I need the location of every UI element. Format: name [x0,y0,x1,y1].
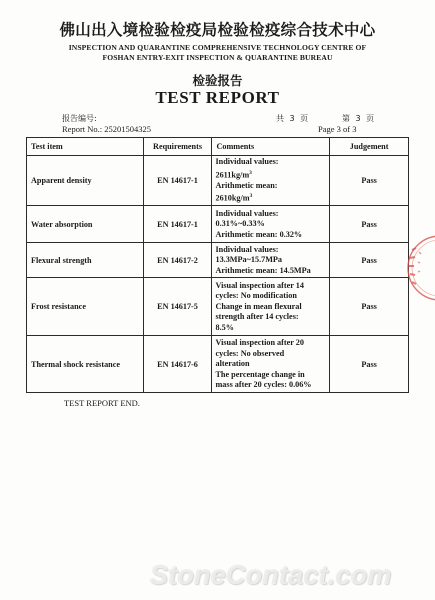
table-row [27,206,409,243]
cn-page-number: 第 3 页 [342,114,375,123]
comment-line: Visual inspection after 20 [215,338,304,348]
comment-line: Individual values: [215,157,279,166]
cell-requirements: EN 14617-6 [143,336,212,393]
comment-line: Arithmetic mean: [215,180,278,190]
cell-comments [212,336,330,393]
cell-test-item: Flexural strength [27,243,144,278]
comment-line: 0.31%~0.33% [215,219,265,229]
cell-requirements: EN 14617-2 [143,243,212,278]
comment-line: $2610kg/m^3$ [215,193,253,203]
comment-line: $2611kg/m^3$ [215,169,252,180]
cell-comments [212,206,330,243]
cell-test-item: Apparent density [27,156,144,206]
en-organization-line-2: FOSHAN ENTRY-EXIT INSPECTION & QUARANTINE BUREAU [102,53,333,62]
watermark: StoneContact.com [150,560,392,590]
comment-line: cycles: No modification [215,291,297,301]
comment-line: The percentage change in [215,369,305,379]
table-row [27,336,409,393]
comment-line: Individual values: [215,244,279,254]
cell-judgement: Pass [330,156,409,206]
comment-line: 13.3MPa~15.7MPa [215,255,283,265]
official-seal-stamp [392,232,435,302]
cell-comments [212,278,330,336]
test-results-table [26,137,409,393]
comment-line: Visual inspection after 14 [215,280,304,290]
table-row [27,156,409,206]
table-row [27,278,409,336]
cell-requirements: EN 14617-5 [143,278,212,336]
cn-total-pages: 共 3 页 [276,114,309,123]
comment-line: Individual values: [215,208,279,218]
table-header-row [27,138,409,156]
comment-line: Arithmetic mean: 14.5MPa [215,265,311,275]
header-judgement: Judgement [330,138,409,156]
report-end-text: TEST REPORT END. [64,398,140,408]
en-organization-line-1: INSPECTION AND QUARANTINE COMPREHENSIVE TECHNOLOGY CENTRE OF [68,43,367,52]
cn-report-heading: 检验报告 [192,73,243,88]
cell-judgement: Pass [330,336,409,393]
cell-judgement: Pass [330,278,409,336]
en-page-number: Page 3 of 3 [318,124,357,134]
cell-comments [212,156,330,206]
cell-requirements: EN 14617-1 [143,206,212,243]
cell-judgement: Pass [330,243,409,278]
comment-line: mass after 20 cycles: 0.06% [215,380,312,390]
cell-test-item: Water absorption [27,206,144,243]
cell-comments [212,243,330,278]
comment-line: Change in mean flexural [215,301,302,311]
cell-requirements: EN 14617-1 [143,156,212,206]
en-report-number: Report No.: 25201504325 [62,124,152,134]
comment-line: cycles: No observed [215,348,285,358]
cell-test-item: Frost resistance [27,278,144,336]
comment-line: Arithmetic mean: 0.32% [215,229,303,239]
table-row [27,243,409,278]
comment-line: 8.5% [215,322,234,332]
cell-judgement: Pass [330,206,409,243]
cn-report-number-label: 报告编号: [62,114,97,123]
cn-organization-title: 佛山出入境检验检疫局检验检疫综合技术中心 [59,21,376,39]
header-test-item: Test item [27,138,144,156]
header-requirements: Requirements [143,138,212,156]
cell-test-item: Thermal shock resistance [27,336,144,393]
comment-line: strength after 14 cycles: [215,312,299,322]
en-report-heading: TEST REPORT [155,88,280,107]
comment-line: alteration [215,359,250,369]
header-comments: Comments [212,138,330,156]
